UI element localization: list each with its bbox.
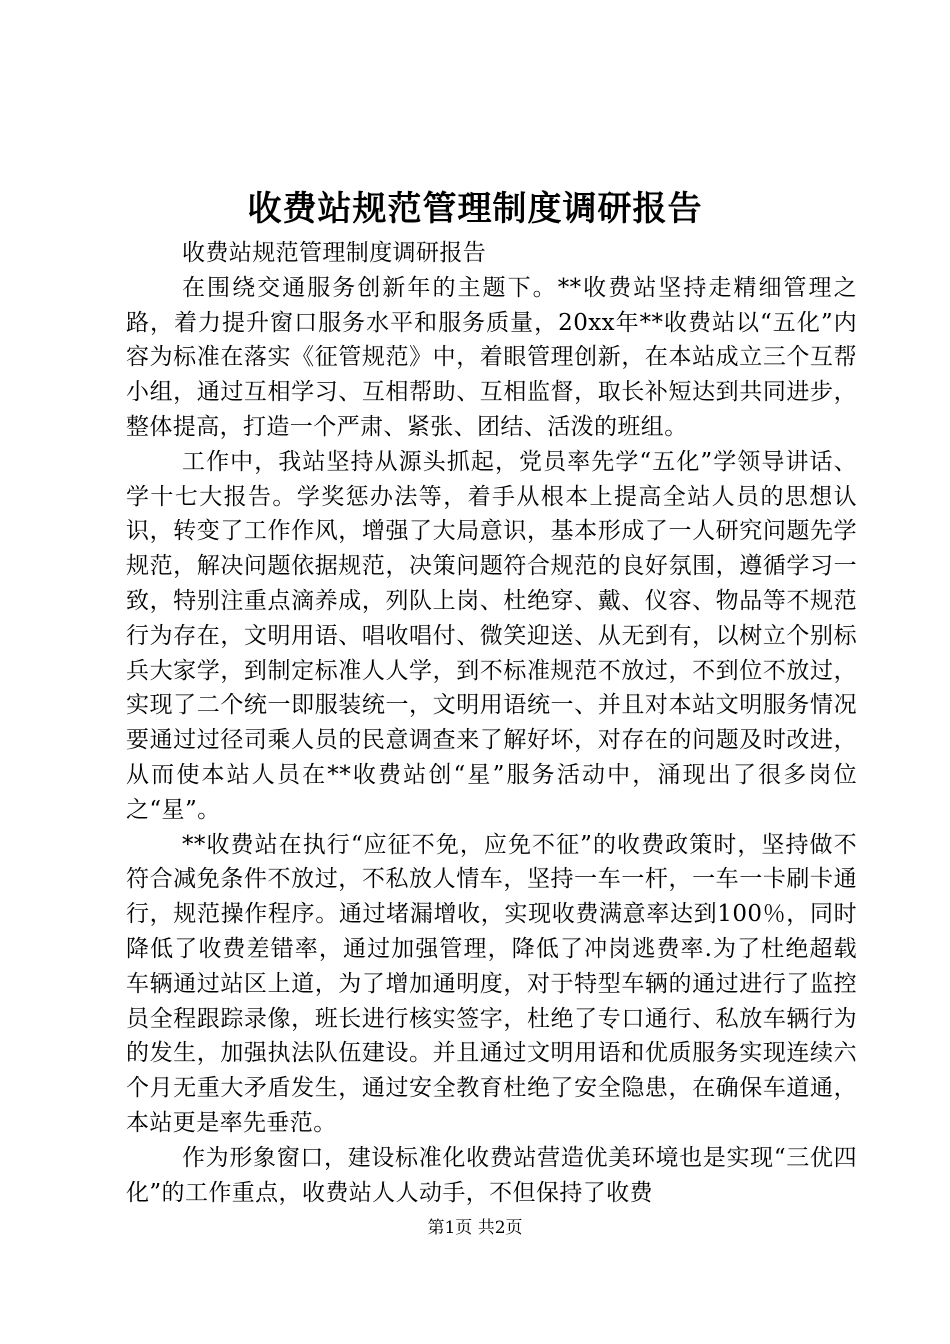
paragraph: 作为形象窗口，建设标准化收费站营造优美环境也是实现“三优四化”的工作重点，收费站人人动手，不但保持了收费 xyxy=(126,1144,857,1206)
document-body xyxy=(126,236,857,1210)
page-number-footer: 第1页 共2页 xyxy=(427,1218,523,1238)
paragraph: 工作中，我站坚持从源头抓起，党员率先学“五化”学领导讲话、学十七大报告。学奖惩办法等，着手从根本上提高全站人员的思想认识，转变了工作作风，增强了大局意识，基本形成了一人研究问题先学规范，解决问题依据规范，决策问题符合规范的良好氛围，遵循学习一致，特别注重点滴养成，列队上岗、杜绝穿、戴、仪容、物品等不规范行为存在，文明用语、唱收唱付、微笑迎送、从无到有，以树立个别标兵大家学，到制定标准人人学，到不标准规范不放过，不到位不放过，实现了二个统一即服装统一，文明用语统一、并且对本站文明服务情况要通过过径司乘人员的民意调查来了解好坏，对存在的问题及时改进，从而使本站人员在**收费站创“星”服务活动中，涌现出了很多岗位之“星”。 xyxy=(126,448,857,823)
paragraph-subtitle: 收费站规范管理制度调研报告 xyxy=(182,240,487,266)
document-title: 收费站规范管理制度调研报告 xyxy=(247,189,703,229)
paragraph: 在围绕交通服务创新年的主题下。**收费站坚持走精细管理之路，着力提升窗口服务水平和服务质量，20xx年**收费站以“五化”内容为标准在落实《征管规范》中，着眼管理创新，在本站成立三个互帮小组，通过互相学习、互相帮助、互相监督，取长补短达到共同进步，整体提高，打造一个严肃、紧张、团结、活泼的班组。 xyxy=(126,274,857,440)
paragraph: **收费站在执行“应征不免，应免不征”的收费政策时，坚持做不符合减免条件不放过，不私放人情车，坚持一车一杆，一车一卡刷卡通行，规范操作程序。通过堵漏增收，实现收费满意率达到100％，同时降低了收费差错率，通过加强管理，降低了冲岗逃费率.为了杜绝超载车辆通过站区上道，为了增加通明度，对于特型车辆的通过进行了监控员全程跟踪录像，班长进行核实签字，杜绝了专口通行、私放车辆行为的发生，加强执法队伍建设。并且通过文明用语和优质服务实现连续六个月无重大矛盾发生，通过安全教育杜绝了安全隐患，在确保车道通，本站更是率先垂范。 xyxy=(126,831,857,1136)
